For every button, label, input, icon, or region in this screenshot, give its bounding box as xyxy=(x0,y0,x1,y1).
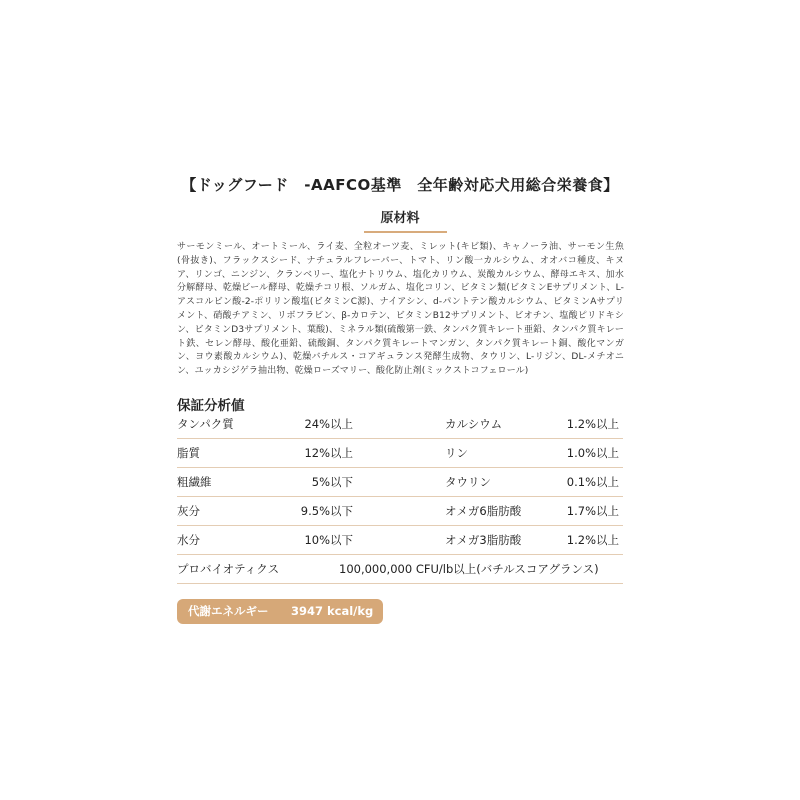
page-title: 【ドッグフード -AAFCO基準 全年齢対応犬用総合栄養食】 xyxy=(181,176,619,194)
energy-value: 3947 kcal/kg xyxy=(291,604,374,618)
probiotics-name: プロバイオティクス xyxy=(177,562,280,576)
nutrient-name: オメガ3脂肪酸 xyxy=(445,533,522,547)
nutrient-value: 12%以上 xyxy=(304,446,353,460)
ingredients-heading-underline xyxy=(364,231,447,233)
nutrient-value: 10%以下 xyxy=(304,533,353,547)
analysis-row-ash-omega6 xyxy=(177,497,623,526)
nutrient-value: 1.0%以上 xyxy=(566,446,619,460)
nutrient-name: カルシウム xyxy=(445,417,503,431)
probiotics-value: 100,000,000 CFU/lb以上(バチルスコアグランス) xyxy=(339,562,599,576)
ingredients-heading: 原材料 xyxy=(380,211,420,226)
nutrient-name: オメガ6脂肪酸 xyxy=(445,504,522,518)
analysis-row-fat-phosphorus xyxy=(177,439,623,468)
nutrient-name: タウリン xyxy=(445,475,491,489)
nutrient-name: 水分 xyxy=(177,533,200,547)
analysis-table xyxy=(177,410,623,584)
nutrient-value: 0.1%以上 xyxy=(566,475,619,489)
nutrient-value: 5%以下 xyxy=(311,475,353,489)
nutrient-name: タンパク質 xyxy=(177,417,234,431)
nutrient-value: 1.2%以上 xyxy=(566,417,619,431)
nutrient-value: 9.5%以下 xyxy=(300,504,353,518)
nutrient-value: 24%以上 xyxy=(304,417,353,431)
nutrient-name: リン xyxy=(445,446,468,460)
energy-badge xyxy=(177,599,383,624)
nutrient-name: 灰分 xyxy=(177,504,200,518)
nutrient-value: 1.2%以上 xyxy=(566,533,619,547)
nutrient-name: 脂質 xyxy=(177,446,200,460)
analysis-row-protein-calcium xyxy=(177,410,623,439)
nutrient-value: 1.7%以上 xyxy=(566,504,619,518)
energy-label: 代謝エネルギー xyxy=(188,604,269,618)
nutrient-name: 粗繊維 xyxy=(177,475,212,489)
analysis-row-probiotics xyxy=(177,555,623,584)
analysis-row-moisture-omega3 xyxy=(177,526,623,555)
ingredients-list: サーモンミール、オートミール、ライ麦、全粒オーツ麦、ミレット(キビ類)、キャノーラ油、サーモン生魚(骨抜き)、フラックスシード、ナチュラルフレーバー、トマト、リン酸一カルシウム、オオバコ種皮、キヌア、リンゴ、ニンジン、クランベリー、塩化ナトリウム、塩化カリウム、炭酸カルシウム、酵母エキス、加水分解酵母、乾燥ビール酵母、乾燥チコリ根、ソルガム、塩化コリン、ビタミン類(ビタミンEサプリメント、L-アスコルビン酸-2-ポリリン酸塩(ビタミンC源)、ナイアシン、d-パントテン酸カルシウム、ビタミンAサプリメント、硝酸チアミン、リボフラビン、β-カロテン、ビタミンB12サプリメント、ビオチン、塩酸ピリドキシン、ビタミンD3サプリメント、葉酸)、ミネラル類(硫酸第一鉄、タンパク質キレート亜鉛、タンパク質キレート鉄、セレン酵母、酸化亜鉛、硫酸銅、タンパク質キレートマンガン、タンパク質キレート銅、酸化マンガン、ヨウ素酸カルシウム)、乾燥バチルス・コアギュランス発酵生成物、タウリン、L-リジン、DL-メチオニン、ユッカシジゲラ抽出物、乾燥ローズマリー、酸化防止剤(ミックストコフェロール) xyxy=(177,242,624,377)
analysis-heading: 保証分析値 xyxy=(177,398,245,414)
analysis-row-fiber-taurine xyxy=(177,468,623,497)
